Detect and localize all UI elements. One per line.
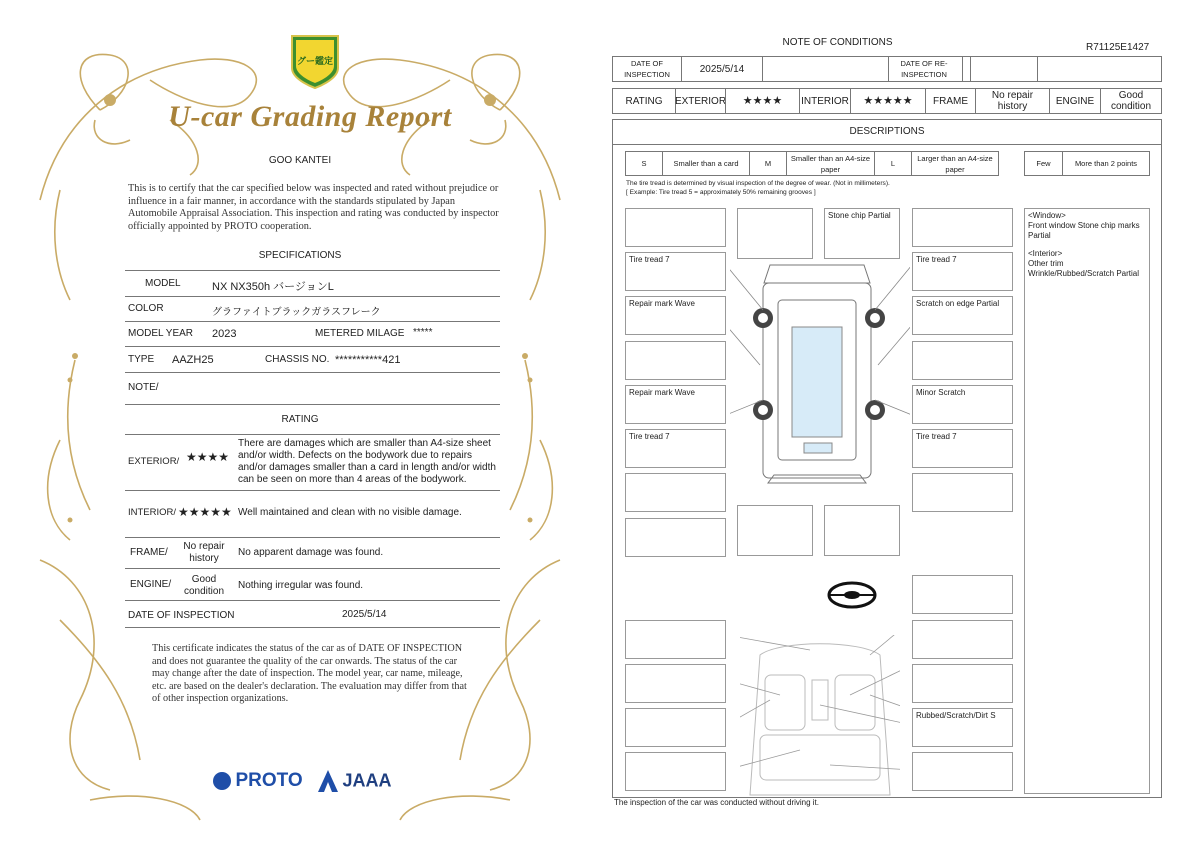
exterior-stars: ★★★★ <box>725 88 800 114</box>
chassis-value: ***********421 <box>335 354 401 366</box>
legend-m: M <box>749 151 787 176</box>
badge-text: グー鑑定 <box>296 56 333 66</box>
tread-note-line-1: The tire tread is determined by visual inspection of the degree of wear. (Not in millimeters). <box>626 180 890 187</box>
interior-description: Well maintained and clean with no visible damage. <box>238 507 462 518</box>
specifications-heading: SPECIFICATIONS <box>258 250 342 261</box>
condition-box: Scratch on edge Partial <box>912 296 1013 335</box>
legend-s-text: Smaller than a card <box>662 151 750 176</box>
date-of-inspection-label: DATE OF INSPECTION <box>128 610 235 621</box>
jaaa-logo-text: JAAA <box>342 770 392 791</box>
exterior-label: EXTERIOR/ <box>128 456 180 467</box>
model-year-label: MODEL YEAR <box>128 328 194 339</box>
engine-description: Nothing irregular was found. <box>238 580 364 591</box>
model-year-value: 2023 <box>212 328 237 340</box>
engine-label: ENGINE <box>1049 88 1101 114</box>
condition-box <box>912 752 1013 791</box>
condition-box: Tire tread 7 <box>912 252 1013 291</box>
descriptions-heading: DESCRIPTIONS <box>849 126 925 137</box>
goo-kantei-badge <box>288 30 342 90</box>
sheet-title: NOTE OF CONDITIONS <box>782 37 893 48</box>
notes-window-heading: <Window> <box>1028 211 1066 220</box>
exterior-label: EXTERIOR <box>675 88 726 114</box>
certificate-intro: This is to certify that the car specified below was inspected and rated without prejudice or influence in a fair manner, in accordance with the standards stipulated by Japan Automobile Appraisal Association. This inspection and rating was conducted by inspector officially appointed by PROTO cooperation. <box>128 183 499 232</box>
frame-value: No repair history <box>183 541 225 564</box>
metered-milage-value: ***** <box>413 327 433 338</box>
legend-l: L <box>874 151 912 176</box>
date-of-inspection-value: 2025/5/14 <box>342 609 387 620</box>
frame-description: No apparent damage was found. <box>238 547 384 558</box>
reference-number: R71125E1427 <box>1086 42 1150 53</box>
model-value: NX NX350h バージョンL <box>212 281 334 293</box>
condition-box <box>912 473 1013 512</box>
engine-value: Good condition <box>1100 88 1162 114</box>
condition-box <box>625 620 726 659</box>
condition-box <box>625 664 726 703</box>
steering-wheel-icon <box>825 580 879 610</box>
date-of-inspection-label: DATE OF INSPECTION <box>612 56 682 82</box>
legend-few: Few <box>1024 151 1063 176</box>
condition-box <box>625 473 726 512</box>
frame-label: FRAME <box>925 88 976 114</box>
proto-mark-icon <box>213 772 231 790</box>
car-top-view-diagram <box>730 255 910 495</box>
notes-window-text: Front window Stone chip marks Partial <box>1028 221 1140 240</box>
condition-box <box>737 208 813 259</box>
condition-box: Tire tread 7 <box>912 429 1013 468</box>
condition-box <box>625 341 726 380</box>
rating-label: RATING <box>612 88 676 114</box>
date-of-reinspection-label: DATE OF RE-INSPECTION <box>900 59 948 79</box>
condition-box <box>625 752 726 791</box>
condition-box <box>737 505 813 556</box>
jaaa-logo <box>318 770 391 792</box>
condition-box: Tire tread 7 <box>625 252 726 291</box>
interior-label: INTERIOR/ <box>128 507 177 518</box>
note-label: NOTE/ <box>128 382 159 393</box>
interior-stars: ★★★★★ <box>178 505 232 519</box>
legend-m-text: Smaller than an A4-size paper <box>786 151 875 176</box>
condition-box <box>912 341 1013 380</box>
rating-heading: RATING <box>281 414 319 425</box>
notes-interior-heading: <Interior> <box>1028 249 1063 258</box>
certificate-footer: This certificate indicates the status of the car as of DATE OF INSPECTION and does not guarantee the quality of the car onwards. The status of the car may change after the date of inspection. The model year, car name, mileage, etc. are based on the dealer's declaration. The evaluation may differ from that of other inspection organizations. <box>152 643 467 704</box>
condition-box <box>912 208 1013 247</box>
chassis-label: CHASSIS NO. <box>265 354 330 365</box>
condition-box <box>912 664 1013 703</box>
date-of-inspection-value: 2025/5/14 <box>681 56 763 82</box>
condition-box <box>625 208 726 247</box>
reinspection-value-cell <box>962 56 1038 82</box>
condition-box: Tire tread 7 <box>625 429 726 468</box>
notes-interior-text: Other trim Wrinkle/Rubbed/Scratch Partial <box>1028 259 1140 278</box>
condition-box <box>912 620 1013 659</box>
notes-box <box>1024 208 1150 794</box>
legend-l-text: Larger than an A4-size paper <box>911 151 999 176</box>
exterior-stars: ★★★★ <box>186 450 230 464</box>
engine-label: ENGINE/ <box>130 579 172 590</box>
certificate-title: U-car Grading Report <box>168 100 452 133</box>
condition-box: Repair mark Wave <box>625 385 726 424</box>
sheet-footer: The inspection of the car was conducted without driving it. <box>614 798 819 807</box>
condition-box: Repair mark Wave <box>625 296 726 335</box>
condition-box <box>625 518 726 557</box>
proto-logo <box>213 770 303 792</box>
color-value: グラファイトブラックガラスフレーク <box>212 307 381 318</box>
model-label: MODEL <box>145 278 181 289</box>
frame-value: No repair history <box>975 88 1050 114</box>
condition-box <box>824 505 900 556</box>
condition-box: Stone chip Partial <box>824 208 900 259</box>
car-interior-diagram <box>740 635 900 800</box>
metered-milage-label: METERED MILAGE <box>315 328 405 339</box>
color-label: COLOR <box>128 303 164 314</box>
legend-s: S <box>625 151 663 176</box>
interior-label: INTERIOR <box>799 88 851 114</box>
tread-note-line-2: [ Example: Tire tread 5 = approximately 50% remaining grooves ] <box>626 188 816 196</box>
type-value: AAZH25 <box>172 354 214 366</box>
blank-cell <box>762 56 889 82</box>
frame-label: FRAME/ <box>130 547 168 558</box>
interior-stars: ★★★★★ <box>850 88 926 114</box>
condition-box <box>912 575 1013 614</box>
type-label: TYPE <box>128 354 155 365</box>
blank-cell <box>1037 56 1162 82</box>
condition-box: Minor Scratch <box>912 385 1013 424</box>
engine-value: Good condition <box>183 574 225 597</box>
certificate-subtitle: GOO KANTEI <box>268 155 332 166</box>
note-of-conditions-sheet <box>600 0 1200 848</box>
proto-logo-text: PROTO <box>235 770 303 791</box>
condition-box: Rubbed/Scratch/Dirt S <box>912 708 1013 747</box>
exterior-description: There are damages which are smaller than A4-size sheet and/or width. Defects on the bodywork due to repairs and/or damages smaller than a card in length and/or width can be seen on more than 4 areas of the bodywork. <box>238 438 496 485</box>
jaaa-mark-icon <box>318 770 338 792</box>
legend-few-text: More than 2 points <box>1062 151 1150 176</box>
tread-note <box>626 180 1026 197</box>
condition-box <box>625 708 726 747</box>
